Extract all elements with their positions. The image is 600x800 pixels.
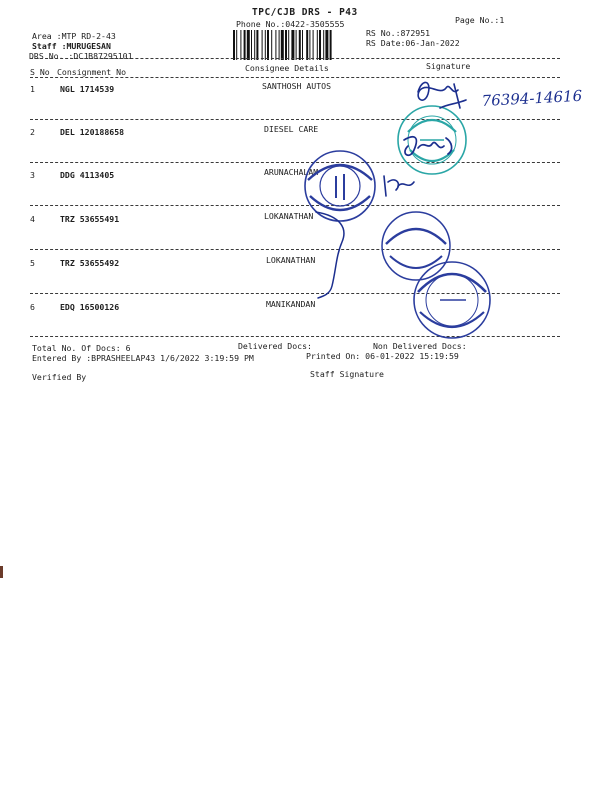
column-consignment: Consignment No xyxy=(57,67,127,77)
row-3-consignment: DDG 4113405 xyxy=(60,170,115,180)
row-2-sno: 2 xyxy=(30,127,35,137)
signature-line-arunachalam xyxy=(316,212,344,298)
row-2-consignee: DIESEL CARE xyxy=(264,124,319,134)
non-delivered-docs: Non Delivered Docs: xyxy=(373,341,467,351)
staff-field: Staff :MURUGESAN xyxy=(32,41,111,51)
drs-number: DRS No. :DCJB87295101 xyxy=(29,51,133,61)
total-docs: Total No. Of Docs: 6 xyxy=(32,343,131,353)
row-2-divider xyxy=(30,162,560,163)
row-6-consignment: EDQ 16500126 xyxy=(60,302,120,312)
row-4-consignee: LOKANATHAN xyxy=(264,211,314,221)
delivered-docs: Delivered Docs: xyxy=(238,341,312,351)
row-1-consignment: NGL 1714539 xyxy=(60,84,115,94)
row-1-divider xyxy=(30,119,560,120)
header-divider xyxy=(30,58,560,59)
entered-by: Entered By :BPRASHEELAP43 1/6/2022 3:19:59 PM xyxy=(32,353,254,363)
row-4-sno: 4 xyxy=(30,214,35,224)
page-number: Page No.:1 xyxy=(455,15,505,25)
row-4-consignment: TRZ 53655491 xyxy=(60,214,120,224)
staff-signature-label: Staff Signature xyxy=(310,369,384,379)
row-1-sno: 1 xyxy=(30,84,35,94)
columns-divider xyxy=(30,77,560,78)
column-signature: Signature xyxy=(426,61,471,71)
spinning-mills-stamp xyxy=(414,262,490,338)
phone-number: Phone No.:0422-3505555 xyxy=(236,19,345,29)
scan-edge-mark xyxy=(0,566,3,578)
signature-row-2 xyxy=(404,137,452,155)
rs-number: RS No.:872951 xyxy=(366,28,431,38)
row-5-consignment: TRZ 53655492 xyxy=(60,258,120,268)
row-6-sno: 6 xyxy=(30,302,35,312)
row-1-consignee: SANTHOSH AUTOS xyxy=(262,81,332,91)
barcode xyxy=(233,30,359,60)
row-3-divider xyxy=(30,205,560,206)
diesel-care-stamp xyxy=(398,106,466,174)
row-3-consignee: ARUNACHALAM xyxy=(264,167,319,177)
amman-stamp xyxy=(382,212,450,280)
document-title: TPC/CJB DRS - P43 xyxy=(252,7,358,18)
row-3-sno: 3 xyxy=(30,170,35,180)
column-sno: S No xyxy=(30,67,50,77)
verified-by: Verified By xyxy=(32,372,87,382)
row-4-divider xyxy=(30,249,560,250)
printed-on: Printed On: 06-01-2022 15:19:59 xyxy=(306,351,459,361)
row-2-consignment: DEL 120188658 xyxy=(60,127,125,137)
column-consignee: Consignee Details xyxy=(245,63,329,73)
rs-date: RS Date:06-Jan-2022 xyxy=(366,38,460,48)
handwritten-number: 76394-14616 xyxy=(481,86,583,110)
area-field: Area :MTP RD-2-43 xyxy=(32,31,116,41)
row-5-sno: 5 xyxy=(30,258,35,268)
row-5-consignee: LOKANATHAN xyxy=(266,255,316,265)
signature-row-1 xyxy=(418,82,466,108)
row-6-divider xyxy=(30,336,560,337)
signature-row-3 xyxy=(384,176,414,196)
row-5-divider xyxy=(30,293,560,294)
row-6-consignee: MANIKANDAN xyxy=(266,299,316,309)
